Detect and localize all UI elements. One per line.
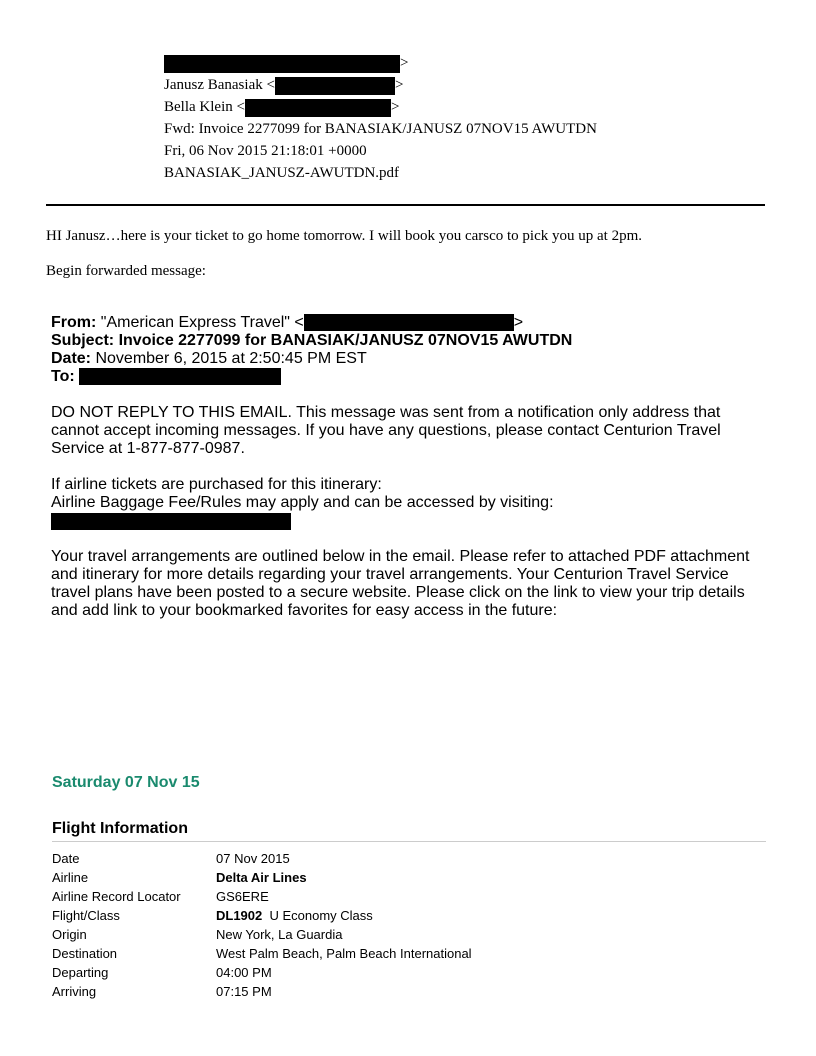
header-divider [46,204,765,206]
flight-info-divider [52,841,766,842]
redacted-block [164,55,400,73]
date-value: Fri, 06 Nov 2015 21:18:01 +0000 [164,143,367,159]
flight-key: Destination [52,946,118,961]
baggage-line-2: Airline Baggage Fee/Rules may apply and can be accessed by visiting: [51,494,554,511]
fwd-date-row [51,350,367,368]
day-heading: Saturday 07 Nov 15 [52,774,200,791]
flight-key: Date [52,851,80,866]
to-name: Janusz Banasiak < [164,77,275,93]
flight-value: 07 Nov 2015 [216,851,290,866]
fwd-from-suffix: > [513,314,524,331]
fwd-subject-value: Invoice 2277099 for BANASIAK/JANUSZ 07NOV15 AWUTDN [118,332,573,349]
flight-value: West Palm Beach, Palm Beach International [216,946,472,961]
redacted-block [275,77,395,95]
cc-suffix: > [390,99,400,115]
fwd-subject-row [51,332,572,350]
fwd-date-label: Date: [51,350,92,367]
cc-name: Bella Klein < [164,99,245,115]
flight-class: U Economy Class [262,908,373,923]
baggage-line-1: If airline tickets are purchased for this itinerary: [51,476,382,493]
flight-key: Airline Record Locator [52,889,181,904]
flight-value: 04:00 PM [216,965,272,980]
from-value [164,52,408,74]
fwd-to-label: To: [51,368,75,385]
to-suffix: > [394,77,404,93]
flight-value: GS6ERE [216,889,269,904]
flight-value: Delta Air Lines [216,870,307,885]
arrangements-paragraph: Your travel arrangements are outlined below in the email. Please refer to attached PDF attachment and itinerary for more details regarding your travel arrangements. Your Centurion Travel Service travel plans have been posted to a secure website. Please click on the link to view your trip details and add link to your bookmarked favorites for easy access in the future: [51,548,750,619]
fwd-from-value: "American Express Travel" < [100,314,304,331]
flight-key: Flight/Class [52,908,120,923]
fwd-from-label: From: [51,314,97,331]
redacted-block [79,368,281,385]
fwd-to-row [51,368,281,386]
notice-paragraph: DO NOT REPLY TO THIS EMAIL. This message was sent from a notification only address that cannot accept incoming messages. If you have any questions, please contact Centurion Travel Service at 1-877-877-0987. [51,404,721,457]
flight-value [216,906,373,925]
flight-info-title: Flight Information [52,820,188,837]
redacted-block [245,99,391,117]
fwd-date-value: November 6, 2015 at 2:50:45 PM EST [95,350,367,367]
begin-forwarded-label: Begin forwarded message: [46,263,206,279]
fwd-from-row [51,314,523,332]
flight-number: DL1902 [216,908,263,923]
intro-message: HI Janusz…here is your ticket to go home tomorrow. I will book you carsco to pick you up at 2pm. [46,228,642,244]
flight-value: 07:15 PM [216,984,272,999]
cc-value [164,96,399,118]
to-value [164,74,403,96]
flight-key: Arriving [52,984,97,999]
redacted-block [304,314,514,331]
from-suffix: > [400,55,409,71]
attachment-link[interactable]: BANASIAK_JANUSZ-AWUTDN.pdf [164,165,400,181]
baggage-link[interactable] [51,513,291,531]
flight-key: Departing [52,965,109,980]
redacted-block [51,513,291,530]
flight-key: Airline [52,870,89,885]
flight-key: Origin [52,927,87,942]
fwd-subject-label: Subject: [51,332,115,349]
subject-value: Fwd: Invoice 2277099 for BANASIAK/JANUSZ 07NOV15 AWUTDN [164,121,597,137]
flight-value: New York, La Guardia [216,927,343,942]
